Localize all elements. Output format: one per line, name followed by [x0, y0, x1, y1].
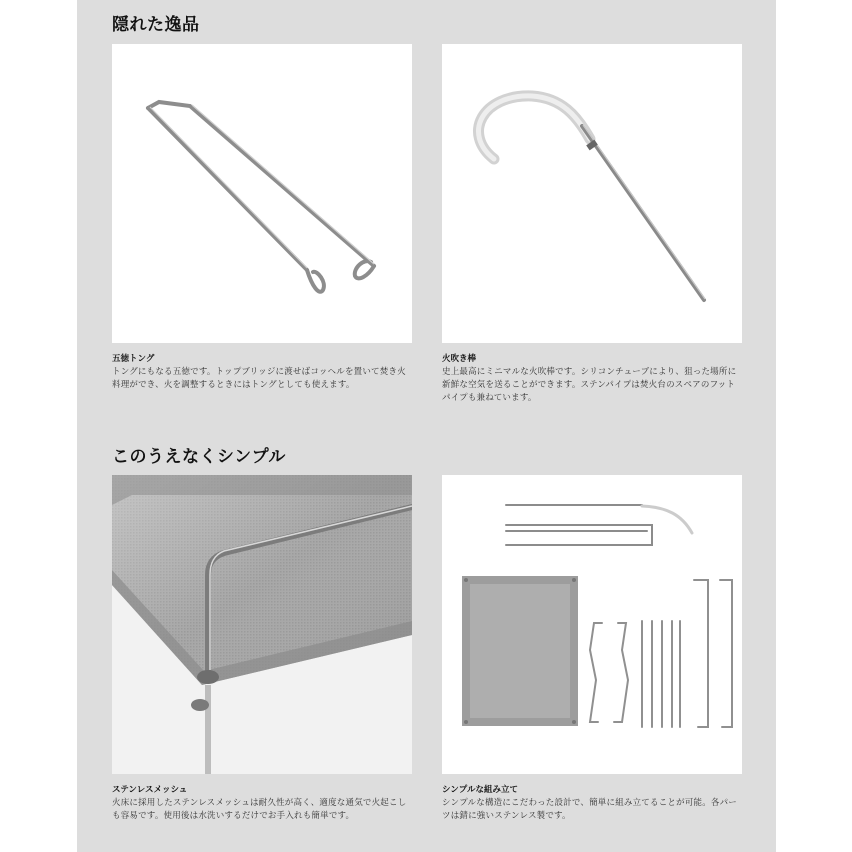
caption-text: 史上最高にミニマルな火吹棒です。シリコンチューブにより、狙った場所に新鮮な空気を送ることができます。ステンパイプは焚火台のスペアのフットパイプも兼ねています。	[442, 367, 737, 403]
tongs-illustration	[112, 44, 412, 343]
caption-text: 火床に採用したステンレスメッシュは耐久性が高く、適度な通気で火起こしも容易です。使用後は水洗いするだけでお手入れも簡単です。	[112, 798, 407, 821]
mesh-illustration	[112, 475, 412, 774]
caption-text: トングにもなる五徳です。トップブリッジに渡せばコッヘルを置いて焚き火料理ができ、火を調整するときにはトングとしても使えます。	[112, 367, 406, 390]
product-card-mesh	[112, 475, 412, 823]
product-card-blow-pipe	[442, 44, 742, 404]
caption-text: シンプルな構造にこだわった設計で、簡単に組み立てることが可能。各パーツは錆に強いステンレス製です。	[442, 798, 737, 821]
product-card-tongs	[112, 44, 412, 392]
caption-title: ステンレスメッシュ	[112, 785, 188, 795]
tongs-photo	[112, 44, 412, 343]
parts-illustration	[442, 475, 742, 774]
caption-title: 火吹き棒	[442, 354, 477, 364]
section-title-simple: このうえなくシンプル	[112, 447, 286, 467]
blow-pipe-illustration	[442, 44, 742, 343]
parts-photo	[442, 475, 742, 774]
section-title-hidden-gems: 隠れた逸品	[112, 15, 200, 35]
caption-title: シンプルな組み立て	[442, 785, 518, 795]
caption-title: 五徳トング	[112, 354, 155, 364]
product-card-assembly	[442, 475, 742, 823]
blow-pipe-photo	[442, 44, 742, 343]
mesh-photo	[112, 475, 412, 774]
